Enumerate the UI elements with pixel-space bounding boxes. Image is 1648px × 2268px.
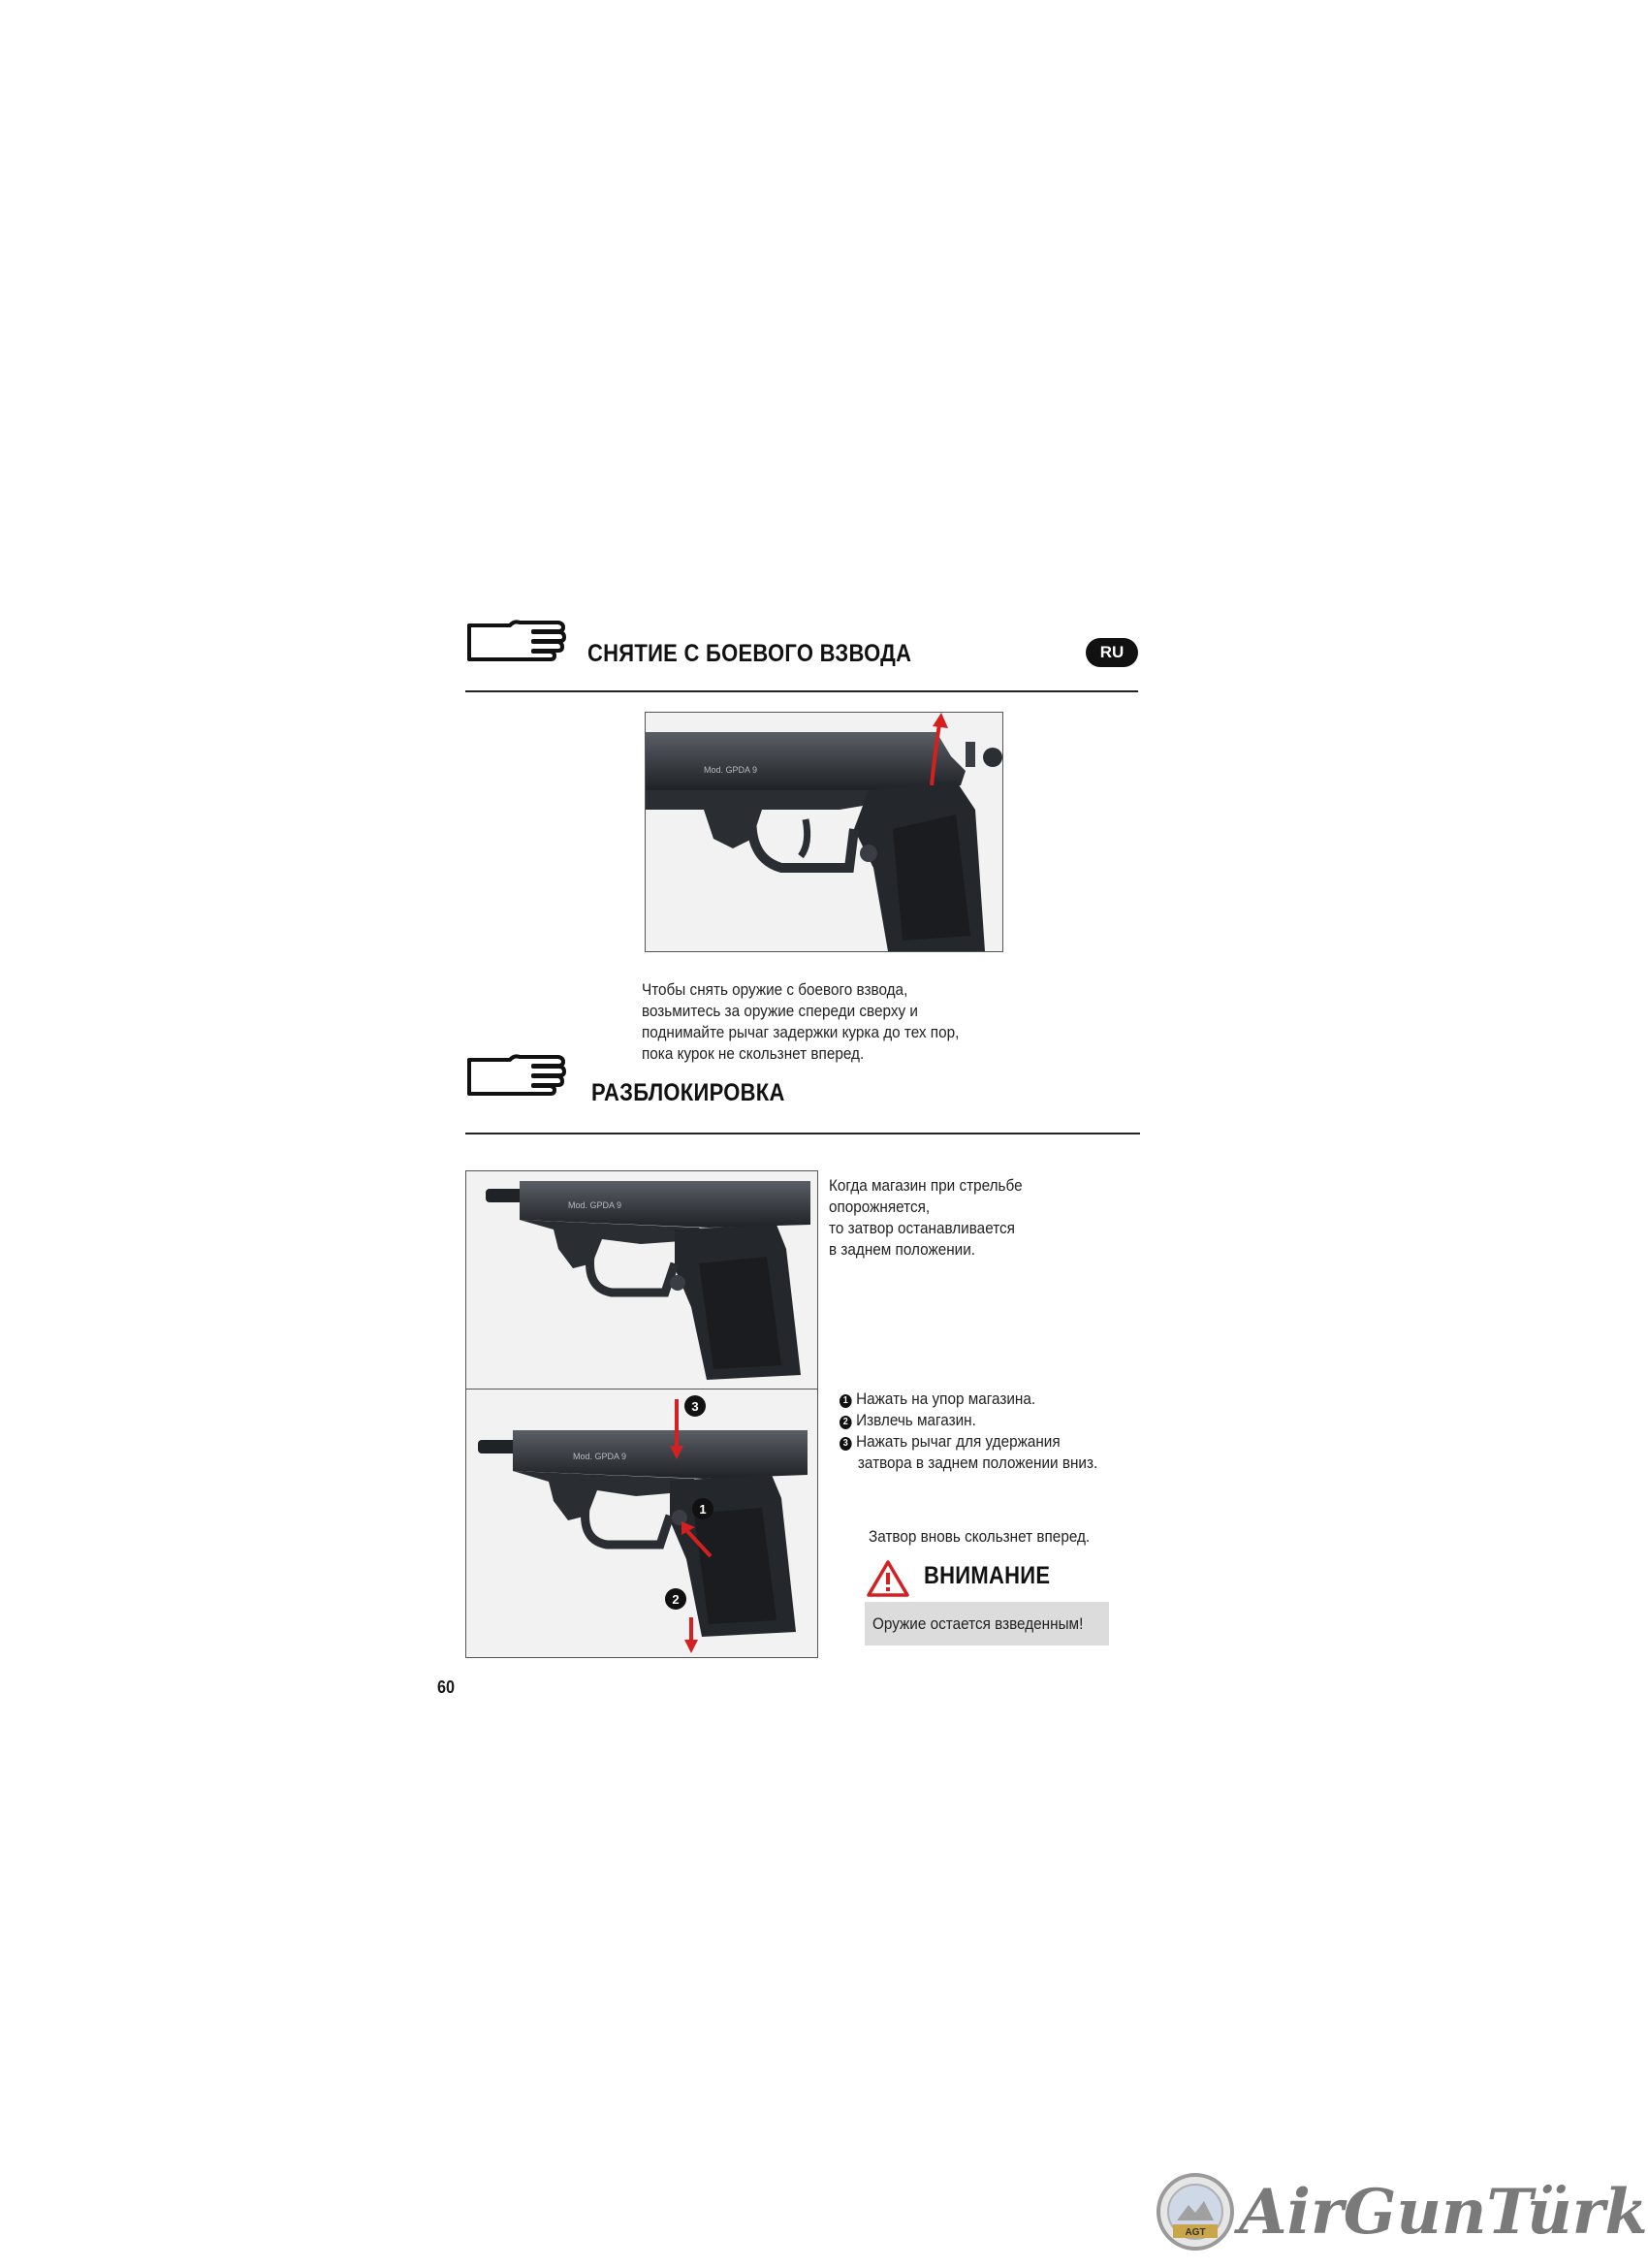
magazine-removal-photo [465, 1389, 818, 1658]
photo-marking: Mod. GPDA 9 [704, 765, 758, 775]
hand-pointer-icon [465, 618, 566, 667]
paragraph-line: поднимайте рычаг задержки курка до тех пор, [642, 1023, 960, 1041]
step-text: Нажать на упор магазина. [856, 1390, 1036, 1408]
step-text: Извлечь магазин. [856, 1411, 976, 1429]
step-number: 2 [840, 1416, 852, 1429]
photo-marking: Mod. GPDA 9 [568, 1200, 622, 1210]
paragraph-line: Когда магазин при стрельбе [829, 1176, 1023, 1195]
note-line: Затвор вновь скользнет вперед. [869, 1527, 1091, 1546]
slide-forward-note [869, 1526, 1090, 1548]
language-badge: RU [1086, 638, 1138, 667]
step-item [840, 1410, 1097, 1431]
step-item [840, 1389, 1097, 1410]
step-text: затвора в заднем положении вниз. [857, 1453, 1098, 1472]
callout-1: 1 [692, 1498, 713, 1519]
step-number: 1 [840, 1394, 852, 1408]
paragraph-line: опорожняется, [829, 1198, 931, 1216]
section-title-unlocking: РАЗБЛОКИРОВКА [591, 1079, 785, 1106]
page-number: 60 [437, 1677, 456, 1697]
paragraph-line: Чтобы снять оружие с боевого взвода, [642, 980, 908, 999]
paragraph-line: пока курок не скользнет вперед. [642, 1044, 865, 1063]
hand-pointer-icon [465, 1052, 566, 1102]
unlocking-steps [840, 1389, 1097, 1474]
badge-text: AGT [1185, 2227, 1206, 2238]
decocking-photo [645, 712, 1003, 952]
step-text: Нажать рычаг для удержания [856, 1432, 1061, 1451]
photo-marking: Mod. GPDA 9 [573, 1452, 627, 1461]
step-number: 3 [840, 1437, 852, 1451]
unlocking-intro [829, 1175, 1023, 1261]
callout-2: 2 [665, 1588, 686, 1610]
warning-text: Оружие остается взведенным! [872, 1613, 1084, 1633]
agt-badge-logo [1156, 2172, 1235, 2256]
paragraph-line: то затвор останавливается [829, 1219, 1015, 1237]
callout-3: 3 [684, 1395, 706, 1417]
warning-title: ВНИМАНИЕ [924, 1562, 1051, 1589]
warning-icon [866, 1559, 910, 1603]
section-title-decocking: СНЯТИЕ С БОЕВОГО ВЗВОДА [587, 640, 912, 667]
divider [465, 1133, 1140, 1134]
watermark-logo-text: AirGunTürk [1239, 2176, 1648, 2249]
warning-box [865, 1602, 1109, 1645]
decocking-instructions [642, 979, 959, 1065]
step-item [840, 1431, 1097, 1453]
paragraph-line: возьмитесь за оружие спереди сверху и [642, 1002, 918, 1020]
step-item-continued [840, 1453, 1097, 1474]
divider [465, 690, 1138, 692]
paragraph-line: в заднем положении. [829, 1240, 976, 1259]
slide-locked-photo [465, 1170, 818, 1390]
